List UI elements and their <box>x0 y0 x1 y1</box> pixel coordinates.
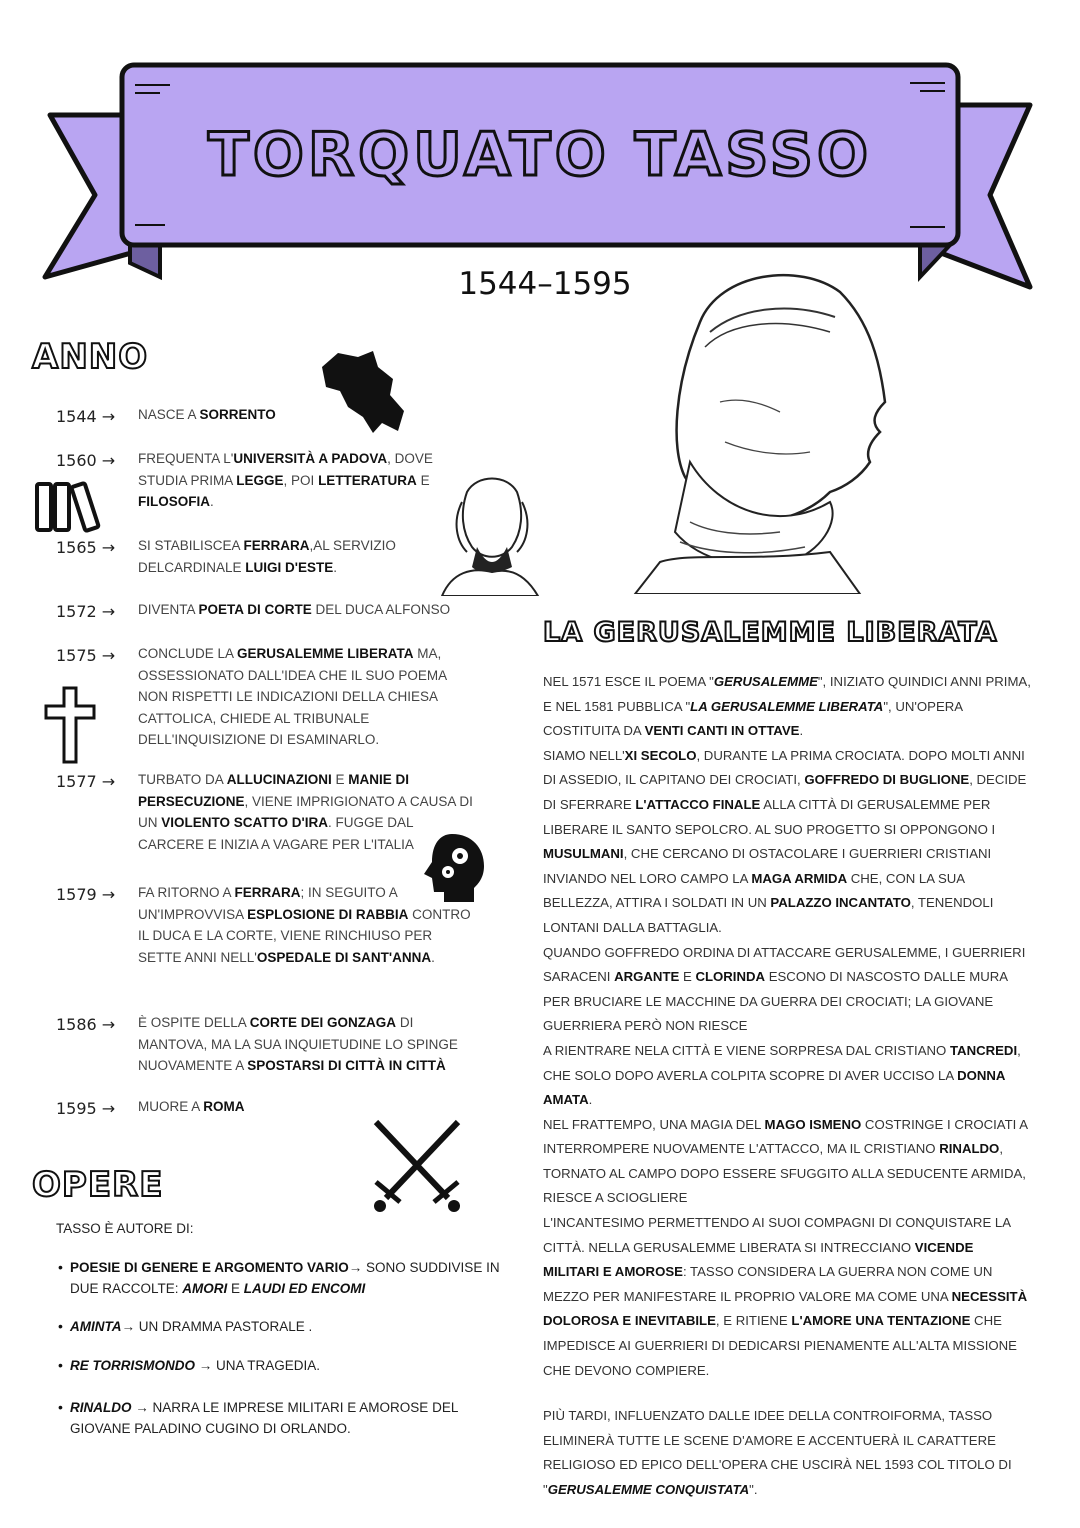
timeline-year: 1544 → <box>56 407 116 426</box>
text-run: ESPLOSIONE DI RABBIA <box>247 906 409 922</box>
text-run: RINALDO <box>939 1141 1000 1157</box>
text-run: , POI <box>283 472 319 488</box>
text-run: ", INIZIATO QUINDICI ANNI PRIMA, E NEL 1581 PUBBLICA " <box>543 674 1031 714</box>
text-run: ROMA <box>203 1099 245 1114</box>
timeline-year: 1586 → <box>56 1015 116 1034</box>
text-run: , DECIDE DI SFERRARE <box>543 772 1027 812</box>
text-run: MANIE DI PERSECUZIONE <box>138 772 410 809</box>
text-run: , TENENDOLI LONTANI DALLA BATTAGLIA. <box>543 895 994 935</box>
text-run: DIVENTA <box>138 602 199 617</box>
text-run: TURBATO DA <box>138 772 227 787</box>
timeline-year: 1595 → <box>56 1099 116 1118</box>
text-run: → NARRA LE IMPRESE MILITARI E AMOROSE DEL GIOVANE PALADINO CUGINO DI ORLANDO. <box>70 1400 458 1436</box>
text-run: FA RITORNO A <box>138 885 235 900</box>
text-run: GERUSALEMME LIBERATA <box>237 646 414 661</box>
text-run: LETTERATURA <box>318 472 417 488</box>
text-run: . <box>799 723 804 739</box>
text-run: CONTRO IL DUCA E LA CORTE, VIENE RINCHIUSO PER SETTE ANNI NELL' <box>138 906 471 965</box>
text-run: . <box>588 1092 593 1108</box>
text-run: L'AMORE UNA TENTAZIONE <box>791 1313 971 1329</box>
text-run: QUANDO GOFFREDO ORDINA DI ATTACCARE GERUSALEMME, I GUERRIERI SARACENI <box>543 944 1026 985</box>
text-run: LAUDI ED ENCOMI <box>243 1281 366 1296</box>
gerusalemme-text <box>543 670 1033 1503</box>
text-run: GERUSALEMME CONQUISTATA <box>547 1482 750 1497</box>
text-run: , DOVE STUDIA PRIMA <box>138 451 433 488</box>
timeline-event <box>138 535 478 578</box>
text-run: GERUSALEMME <box>713 674 818 689</box>
text-run: NEL FRATTEMPO, UNA MAGIA DEL <box>543 1116 765 1132</box>
text-run: MAGA ARMIDA <box>751 870 848 886</box>
timeline-event <box>138 599 478 621</box>
text-run: COSTRINGE I CROCIATI A INTERROMPERE NUOVAMENTE L'ATTACCO, MA IL CRISTIANO <box>543 1116 1028 1157</box>
text-run: , DURANTE LA PRIMA CROCIATA. DOPO MOLTI ANNI DI ASSEDIO, IL CAPITANO DEI CROCIATI, <box>543 747 1025 788</box>
text-run: VENTI CANTI IN OTTAVE <box>644 723 800 739</box>
timeline-year: 1579 → <box>56 885 116 904</box>
bullet-icon: • <box>58 1399 63 1415</box>
opere-heading: OPERE <box>32 1165 164 1205</box>
timeline-year: 1560 → <box>56 451 116 470</box>
text-run: MUSULMANI <box>543 846 624 862</box>
text-run: NASCE A <box>138 407 200 422</box>
books-icon <box>34 480 106 534</box>
text-run: L'ATTACCO FINALE <box>635 796 761 812</box>
text-run: LA GERUSALEMME LIBERATA <box>690 698 884 714</box>
text-run: UNIVERSITÀ A PADOVA <box>233 451 388 466</box>
timeline-event <box>138 1012 478 1077</box>
text-run: TANCREDI <box>949 1042 1018 1058</box>
opere-intro: TASSO È AUTORE DI: <box>56 1221 194 1236</box>
text-run: DEL DUCA ALFONSO <box>311 602 451 617</box>
text-run: VICENDE MILITARI E AMOROSE <box>543 1239 974 1280</box>
text-run: . <box>210 494 214 509</box>
text-run: . <box>333 559 338 575</box>
text-run: LEGGE <box>236 472 284 488</box>
page-title: TORQUATO TASSO <box>207 120 873 190</box>
text-run: DI MANTOVA, MA LA SUA INQUIETUDINE LO SPINGE NUOVAMENTE A <box>138 1015 458 1073</box>
text-run: E <box>331 772 349 787</box>
opera-item <box>58 1257 510 1299</box>
timeline-year: 1572 → <box>56 602 116 621</box>
text-run: CORTE DEI GONZAGA <box>249 1015 397 1030</box>
text-run: → UNA TRAGEDIA. <box>195 1358 321 1373</box>
gerusalemme-heading: LA GERUSALEMME LIBERATA <box>543 617 998 648</box>
text-run: , VIENE IMPRIGIONATO A CAUSA DI UN <box>138 793 473 830</box>
text-run: SPOSTARSI DI CITTÀ IN CITTÀ <box>247 1058 446 1073</box>
life-dates: 1544–1595 <box>458 266 632 302</box>
text-run: E <box>679 969 696 985</box>
bullet-icon: • <box>58 1357 63 1373</box>
text-run: FILOSOFIA <box>138 494 210 509</box>
text-run: ALLA CITTÀ DI GERUSALEMME PER LIBERARE IL SANTO SEPOLCRO. AL SUO PROGETTO SI OPPONGONO I <box>543 796 996 837</box>
text-run: , CHE CERCANO DI OSTACOLARE I GUERRIERI CRISTIANI INVIANDO NEL LORO CAMPO LA <box>543 846 992 886</box>
opera-item <box>58 1316 510 1337</box>
text-run: ", UN'OPERA COSTITUITA DA <box>543 698 963 739</box>
text-run: POETA DI CORTE <box>198 602 312 617</box>
text-run: AMORI <box>182 1281 228 1296</box>
text-run: ,AL SERVIZIO DELCARDINALE <box>138 538 396 575</box>
text-run: → UN DRAMMA PASTORALE . <box>121 1319 313 1334</box>
timeline-event <box>138 769 478 855</box>
text-run: PIÙ TARDI, INFLUENZATO DALLE IDEE DELLA CONTROIFORMA, TASSO ELIMINERÀ TUTTE LE SCENE D'AMORE E ACCENTUERÀ IL CARATTERE RELIGIOSO ED EPICO DELL'OPERA CHE USCIRÀ NEL 1593 COL TITOLO DI " <box>543 1408 1012 1497</box>
timeline-event <box>138 448 478 513</box>
text-run: L'INCANTESIMO PERMETTENDO AI SUOI COMPAGNI DI CONQUISTARE LA CITTÀ. NELLA GERUSALEMME LIBERATA SI INTRECCIANO <box>543 1215 1011 1255</box>
anno-heading: ANNO <box>32 337 149 377</box>
text-run: RINALDO <box>70 1400 132 1415</box>
opera-item <box>58 1355 510 1376</box>
text-run: AMINTA <box>70 1319 122 1334</box>
timeline-event <box>138 404 478 426</box>
text-run: MAGO ISMENO <box>764 1116 862 1132</box>
text-run: NEL 1571 ESCE IL POEMA " <box>543 674 714 689</box>
bullet-icon: • <box>58 1318 63 1334</box>
text-run: CLORINDA <box>695 969 766 985</box>
text-run: DONNA AMATA <box>543 1067 1005 1108</box>
text-run: SI STABILISCEA <box>138 538 244 553</box>
text-run: FERRARA <box>243 538 310 553</box>
tasso-portrait-illustration <box>630 262 910 594</box>
crossed-swords-icon <box>362 1114 472 1216</box>
text-run: ; IN SEGUITO A UN'IMPROVVISA <box>138 885 398 922</box>
text-run: NECESSITÀ DOLOROSA E INEVITABILE <box>543 1288 1028 1329</box>
text-run: FREQUENTA L' <box>138 451 234 466</box>
text-run: VIOLENTO SCATTO D'IRA <box>161 815 328 830</box>
text-run: PALAZZO INCANTATO <box>770 895 911 911</box>
text-run: LUIGI D'ESTE <box>245 559 334 575</box>
timeline-year: 1577 → <box>56 772 116 791</box>
text-run: ". <box>749 1482 758 1497</box>
bullet-icon: • <box>58 1259 63 1275</box>
text-run: → SONO SUDDIVISE IN DUE RACCOLTE: <box>70 1260 500 1296</box>
text-run: RE TORRISMONDO <box>70 1358 196 1373</box>
text-run: ESCONO DI NASCOSTO DALLE MURA PER BRUCIARE LE MACCHINE DA GUERRA DEI CROCIATI; LA GIOVANE GUERRIERA PERÒ NON RIESCE <box>543 969 1008 1034</box>
text-run: ARGANTE <box>614 969 680 985</box>
timeline-year: 1565 → <box>56 538 116 557</box>
text-run: GOFFREDO DI BUGLIONE <box>804 772 970 788</box>
text-run: CHE IMPEDISCE AI GUERRIERI DI DEDICARSI PIENAMENTE ALL'ALTA MISSIONE CHE DEVONO COMPIERE. <box>543 1313 1017 1378</box>
gerusalemme-paragraph-1 <box>543 670 1033 1383</box>
text-run: OSPEDALE DI SANT'ANNA <box>256 949 432 965</box>
text-run: MA, OSSESSIONATO DALL'IDEA CHE IL SUO POEMA NON RISPETTI LE INDICAZIONI DELLA CHIESA CATTOLICA, CHIEDE AL TRIBUNALE DELL'INQUISIZIONE DI ESAMINARLO. <box>138 646 447 747</box>
timeline-year: 1575 → <box>56 646 116 665</box>
timeline-event <box>138 643 478 751</box>
text-run: A RIENTRARE NELA CITTÀ E VIENE SORPRESA DAL CRISTIANO <box>543 1042 950 1058</box>
text-run: SIAMO NELL' <box>543 747 625 763</box>
text-run: SORRENTO <box>199 407 276 422</box>
cross-icon <box>44 686 96 764</box>
text-run: , E RITIENE <box>715 1313 792 1329</box>
opera-item <box>58 1397 510 1439</box>
gerusalemme-paragraph-2 <box>543 1404 1033 1502</box>
text-run: ALLUCINAZIONI <box>226 772 332 787</box>
text-run: FERRARA <box>234 885 301 900</box>
timeline-event <box>138 1096 478 1118</box>
text-run: , TORNATO AL CAMPO DOPO ESSERE SFUGGITO ALLA SEDUCENTE ARMIDA, RIESCE A SCIOGLIERE <box>543 1141 1026 1206</box>
text-run: MUORE A <box>138 1099 204 1114</box>
text-run: . FUGGE DAL CARCERE E INIZIA A VAGARE PER L'ITALIA <box>138 815 414 852</box>
text-run: CONCLUDE LA <box>138 646 238 661</box>
text-run: , CHE SOLO DOPO AVERLA COLPITA SCOPRE DI AVER UCCISO LA <box>543 1042 1021 1083</box>
text-run: POESIE DI GENERE E ARGOMENTO VARIO <box>70 1260 349 1275</box>
text-run: E <box>416 472 430 488</box>
text-run: È OSPITE DELLA <box>138 1015 250 1030</box>
text-run: XI SECOLO <box>624 747 697 763</box>
text-run: . <box>431 949 435 965</box>
text-run: CHE, CON LA SUA BELLEZZA, ATTIRA I SOLDATI IN UN <box>543 870 965 911</box>
text-run: E <box>227 1281 244 1296</box>
text-run: : TASSO CONSIDERA LA GUERRA NON COME UN MEZZO PER MANIFESTARE IL PROPRIO VALORE MA COME UNA <box>543 1264 993 1304</box>
timeline-event <box>138 882 478 968</box>
